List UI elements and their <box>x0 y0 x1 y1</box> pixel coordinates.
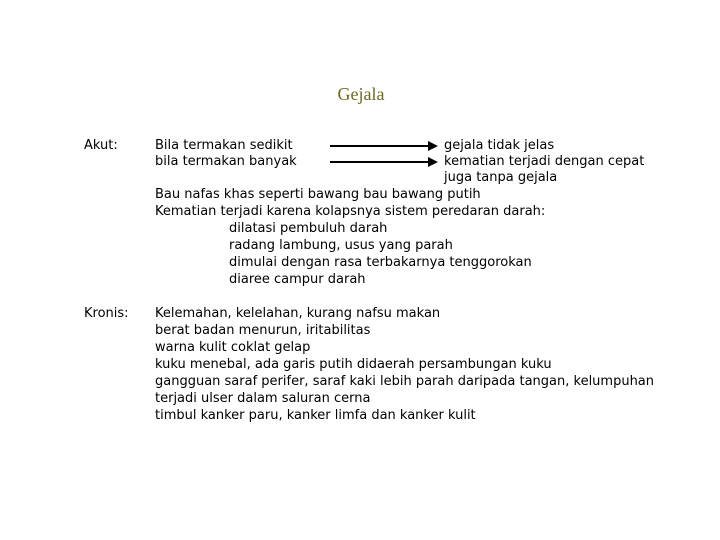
akut-row1-right: gejala tidak jelas <box>444 138 555 153</box>
akut-row2-right-cont: juga tanpa gejala <box>444 170 558 185</box>
akut-death-item: diaree campur darah <box>229 272 366 287</box>
akut-smell: Bau nafas khas seperti bawang bau bawang putih <box>155 187 481 202</box>
kronis-item: berat badan menurun, iritabilitas <box>155 323 371 338</box>
kronis-item: warna kulit coklat gelap <box>155 340 311 355</box>
page-title: Gejala <box>337 84 385 104</box>
arrow-right-icon <box>330 161 436 163</box>
kronis-item: Kelemahan, kelelahan, kurang nafsu makan <box>155 306 441 321</box>
akut-death: Kematian terjadi karena kolapsnya sistem peredaran darah: <box>155 204 546 219</box>
kronis-label: Kronis: <box>84 306 129 321</box>
kronis-item: kuku menebal, ada garis putih didaerah persambungan kuku <box>155 357 552 372</box>
akut-row2-left: bila termakan banyak <box>155 154 297 169</box>
arrow-right-icon <box>330 145 436 147</box>
akut-row2-right: kematian terjadi dengan cepat <box>444 154 645 169</box>
akut-label: Akut: <box>84 138 118 153</box>
kronis-item: gangguan saraf perifer, saraf kaki lebih parah daripada tangan, kelumpuhan <box>155 374 655 389</box>
akut-death-item: radang lambung, usus yang parah <box>229 238 453 253</box>
akut-row1-left: Bila termakan sedikit <box>155 138 293 153</box>
akut-death-item: dilatasi pembuluh darah <box>229 221 388 236</box>
akut-death-item: dimulai dengan rasa terbakarnya tenggorokan <box>229 255 532 270</box>
kronis-item: timbul kanker paru, kanker limfa dan kanker kulit <box>155 408 476 423</box>
kronis-item: terjadi ulser dalam saluran cerna <box>155 391 371 406</box>
